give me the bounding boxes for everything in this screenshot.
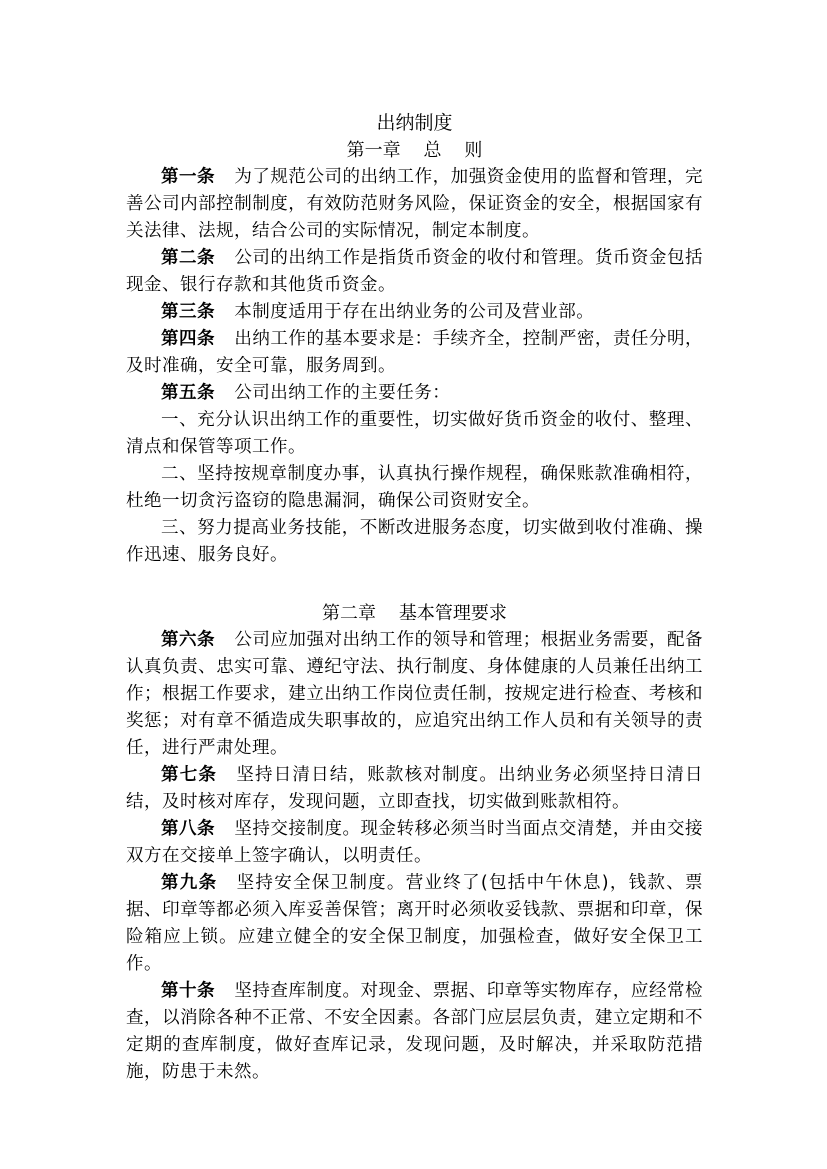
article-label: 第八条	[161, 819, 216, 839]
article-text: 出纳工作的基本要求是：手续齐全，控制严密，责任分明，及时准确，安全可靠，服务周到。	[126, 329, 704, 376]
document-title: 出纳制度	[376, 112, 453, 134]
article-8	[126, 816, 703, 870]
article-9	[126, 870, 703, 978]
article-label: 第五条	[161, 383, 215, 403]
article-text: 坚持日清日结，账款核对制度。出纳业务必须坚持日清日结，及时核对库存，发现问题，立即查找，切实做到账款相符。	[126, 765, 704, 812]
article-label: 第十条	[161, 981, 216, 1001]
article-text: 本制度适用于存在出纳业务的公司及营业部。	[234, 302, 595, 322]
article-7	[126, 762, 703, 816]
task-item-2: 二、坚持按规章制度办事，认真执行操作规程，确保账款准确相符，杜绝一切贪污盗窃的隐患漏洞，确保公司资财安全。	[126, 464, 703, 511]
article-3	[126, 299, 703, 326]
article-label: 第二条	[161, 248, 216, 268]
article-1	[126, 164, 703, 245]
article-text: 为了规范公司的出纳工作，加强资金使用的监督和管理，完善公司内部控制制度，有效防范财务风险，保证资金的安全，根据国家有关法律、法规，结合公司的实际情况，制定本制度。	[126, 167, 704, 241]
document-page	[126, 110, 703, 1086]
chapter-1-heading: 第一章 总 则	[346, 140, 483, 161]
article-label: 第七条	[161, 765, 218, 785]
article-text: 公司出纳工作的主要任务：	[234, 383, 451, 403]
article-text: 坚持查库制度。对现金、票据、印章等实物库存，应经常检查，以消除各种不正常、不安全因素。各部门应层层负责，建立定期和不定期的查库制度，做好查库记录，发现问题，及时解决，并采取防范措施，防患于未然。	[126, 981, 704, 1082]
task-item-1: 一、充分认识出纳工作的重要性，切实做好货币资金的收付、整理、清点和保管等项工作。	[126, 410, 703, 457]
article-text: 坚持交接制度。现金转移必须当时当面点交清楚，并由交接双方在交接单上签字确认，以明责任。	[126, 819, 704, 866]
chapter-2-heading: 第二章 基本管理要求	[322, 603, 507, 624]
article-6	[126, 627, 703, 762]
article-label: 第一条	[161, 167, 216, 187]
article-5	[126, 380, 703, 407]
article-label: 第六条	[161, 630, 216, 650]
article-text: 公司的出纳工作是指货币资金的收付和管理。货币资金包括现金、银行存款和其他货币资金。	[126, 248, 704, 295]
article-10	[126, 978, 703, 1086]
task-item-3: 三、努力提高业务技能，不断改进服务态度，切实做到收付准确、操作迅速、服务良好。	[126, 518, 703, 565]
article-text: 公司应加强对出纳工作的领导和管理；根据业务需要，配备认真负责、忠实可靠、遵纪守法、执行制度、身体健康的人员兼任出纳工作；根据工作要求，建立出纳工作岗位责任制，按规定进行检查、考核和奖惩；对有章不循造成失职事故的，应追究出纳工作人员和有关领导的责任，进行严肃处理。	[126, 630, 704, 758]
article-text: 坚持安全保卫制度。营业终了(包括中午休息)，钱款、票据、印章等都必须入库妥善保管；离开时必须收妥钱款、票据和印章，保险箱应上锁。应建立健全的安全保卫制度，加强检查，做好安全保卫工作。	[126, 873, 704, 974]
article-label: 第九条	[161, 873, 218, 893]
article-4	[126, 326, 703, 380]
chapter-spacer	[126, 569, 703, 600]
article-label: 第三条	[161, 302, 215, 322]
article-label: 第四条	[161, 329, 216, 349]
article-2	[126, 245, 703, 299]
